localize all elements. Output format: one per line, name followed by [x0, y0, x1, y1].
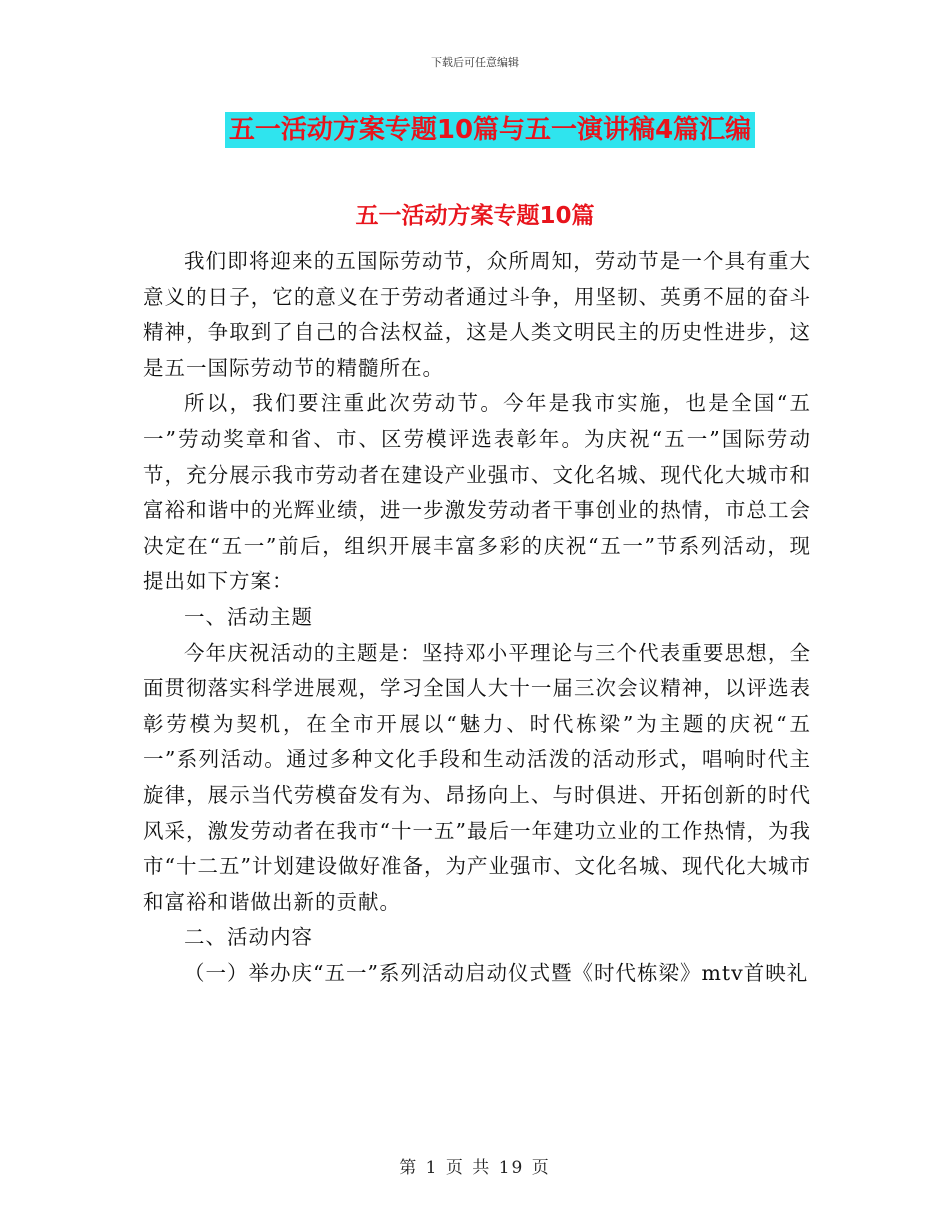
document-body [143, 244, 811, 991]
paragraph-intro: 我们即将迎来的五国际劳动节，众所周知，劳动节是一个具有重大意义的日子，它的意义在于劳动者通过斗争，用坚韧、英勇不屈的奋斗精神，争取到了自己的合法权益，这是人类文明民主的历史性进步，这是五一国际劳动节的精髓所在。 [143, 249, 811, 380]
paragraph-theme: 今年庆祝活动的主题是：坚持邓小平理论与三个代表重要思想，全面贯彻落实科学进展观，学习全国人大十一届三次会议精神，以评选表彰劳模为契机，在全市开展以“魅力、时代栋梁”为主题的庆祝“五一”系列活动。通过多种文化手段和生动活泼的活动形式，唱响时代主旋律，展示当代劳模奋发有为、昂扬向上、与时俱进、开拓创新的时代风采，激发劳动者在我市“十一五”最后一年建功立业的工作热情，为我市“十二五”计划建设做好准备，为产业强市、文化名城、现代化大城市和富裕和谐做出新的贡献。 [143, 640, 811, 914]
paragraph-content-item-1: （一）举办庆“五一”系列活动启动仪式暨《时代栋梁》mtv首映礼 [184, 960, 809, 985]
main-title-text: 五一活动方案专题10篇与五一演讲稿4篇汇编 [225, 112, 755, 148]
page-footer: 第 1 页 共 19 页 [399, 1158, 551, 1178]
main-title [0, 112, 950, 148]
heading-activity-content: 二、活动内容 [184, 925, 313, 950]
paragraph-plan: 所以，我们要注重此次劳动节。今年是我市实施，也是全国“五一”劳动奖章和省、市、区劳模评选表彰年。为庆祝“五一”国际劳动节，充分展示我市劳动者在建设产业强市、文化名城、现代化大城市和富裕和谐中的光辉业绩，进一步激发劳动者干事创业的热情，市总工会决定在“五一”前后，组织开展丰富多彩的庆祝“五一”节系列活动，现提出如下方案： [143, 391, 811, 594]
section-title: 五一活动方案专题10篇 [355, 203, 595, 229]
header-note: 下载后可任意编辑 [431, 56, 519, 69]
heading-activity-theme: 一、活动主题 [184, 604, 313, 629]
